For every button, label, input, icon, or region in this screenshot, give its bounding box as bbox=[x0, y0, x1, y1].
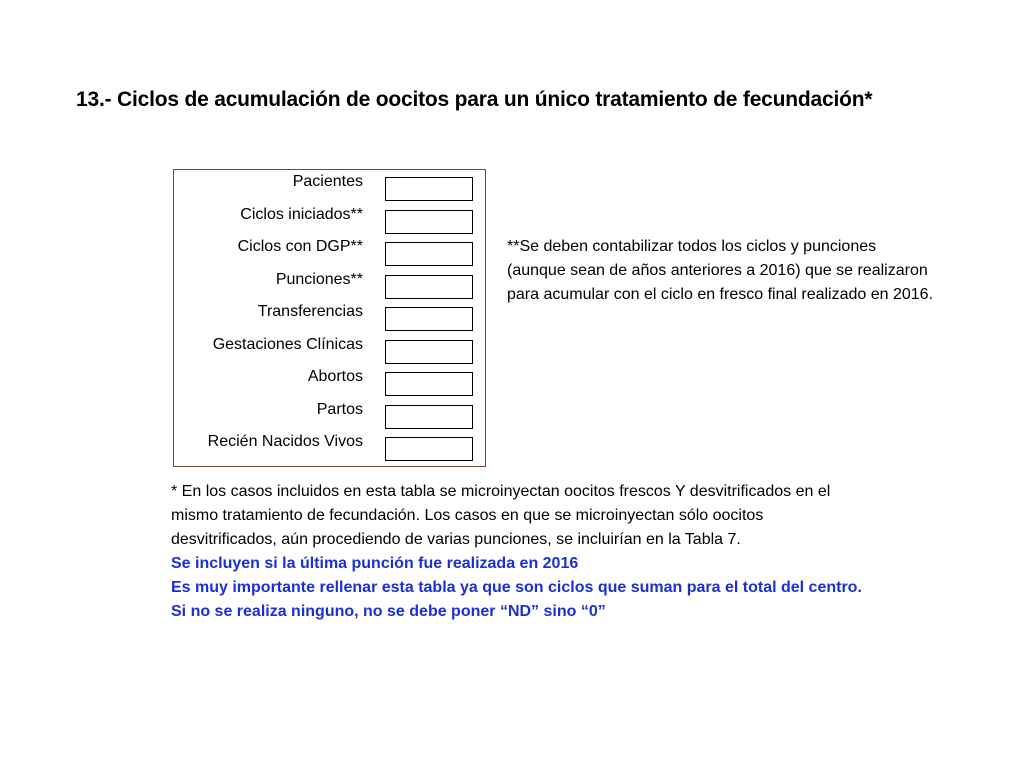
gestaciones-clinicas-input[interactable] bbox=[385, 340, 473, 364]
note-line: **Se deben contabilizar todos los ciclos y punciones bbox=[507, 238, 877, 255]
data-entry-form bbox=[173, 169, 486, 467]
recien-nacidos-vivos-input[interactable] bbox=[385, 437, 473, 461]
form-row-abortos bbox=[174, 365, 487, 391]
form-row-recien-nacidos bbox=[174, 430, 487, 456]
note-line: para acumular con el ciclo en fresco final realizado en 2016. bbox=[507, 286, 934, 303]
form-row-punciones bbox=[174, 268, 487, 294]
transferencias-input[interactable] bbox=[385, 307, 473, 331]
form-row-transferencias bbox=[174, 300, 487, 326]
field-label: Abortos bbox=[307, 368, 363, 385]
form-row-ciclos-dgp bbox=[174, 235, 487, 261]
field-label: Pacientes bbox=[292, 173, 363, 190]
footnote-line: mismo tratamiento de fecundación. Los casos en que se microinyectan sólo oocitos bbox=[171, 507, 764, 524]
field-label: Ciclos con DGP** bbox=[237, 238, 363, 255]
pacientes-input[interactable] bbox=[385, 177, 473, 201]
side-note bbox=[507, 235, 1007, 307]
highlight-line: Se incluyen si la última punción fue realizada en 2016 bbox=[171, 555, 579, 572]
highlight-line: Es muy importante rellenar esta tabla ya que son ciclos que suman para el total del centro. bbox=[171, 579, 862, 596]
field-label: Punciones** bbox=[275, 270, 363, 288]
field-label: Transferencias bbox=[257, 303, 363, 320]
form-row-pacientes bbox=[174, 170, 487, 196]
abortos-input[interactable] bbox=[385, 372, 473, 396]
ciclos-iniciados-input[interactable] bbox=[385, 210, 473, 234]
partos-input[interactable] bbox=[385, 405, 473, 429]
footnotes bbox=[171, 480, 991, 624]
field-label: Gestaciones Clínicas bbox=[212, 335, 363, 353]
punciones-input[interactable] bbox=[385, 275, 473, 299]
field-label: Ciclos iniciados** bbox=[240, 205, 363, 223]
field-label: Partos bbox=[316, 400, 363, 418]
field-label: Recién Nacidos Vivos bbox=[207, 433, 363, 450]
note-line: (aunque sean de años anteriores a 2016) que se realizaron bbox=[507, 262, 928, 279]
form-row-ciclos-iniciados bbox=[174, 203, 487, 229]
form-row-partos bbox=[174, 398, 487, 424]
ciclos-dgp-input[interactable] bbox=[385, 242, 473, 266]
highlight-line: Si no se realiza ninguno, no se debe poner “ND” sino “0” bbox=[171, 603, 606, 620]
form-row-gestaciones bbox=[174, 333, 487, 359]
page-title: 13.- Ciclos de acumulación de oocitos para un único tratamiento de fecundación* bbox=[76, 88, 873, 111]
footnote-line: desvitrificados, aún procediendo de varias punciones, se incluirían en la Tabla 7. bbox=[171, 531, 741, 548]
footnote-line: * En los casos incluidos en esta tabla se microinyectan oocitos frescos Y desvitrificados en el bbox=[171, 483, 831, 500]
